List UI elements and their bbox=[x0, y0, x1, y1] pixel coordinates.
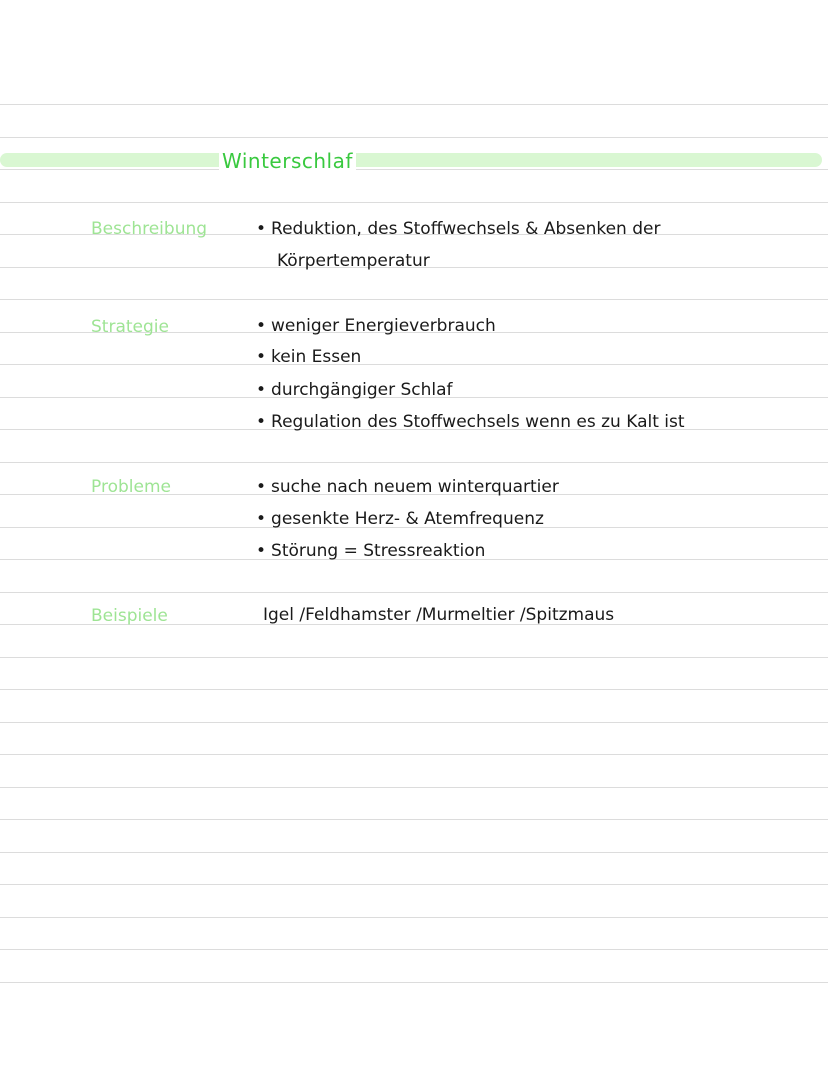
ruled-line bbox=[0, 137, 828, 138]
section-label-probleme: Probleme bbox=[91, 477, 171, 497]
bullet-icon: • bbox=[256, 477, 267, 497]
beschreibung-item bbox=[256, 218, 660, 240]
ruled-line bbox=[0, 949, 828, 950]
title-highlight-bar bbox=[0, 153, 822, 167]
probleme-item-text: Störung = Stressreaktion bbox=[271, 541, 486, 561]
ruled-line bbox=[0, 592, 828, 593]
ruled-line bbox=[0, 299, 828, 300]
section-label-beispiele: Beispiele bbox=[91, 606, 168, 626]
beschreibung-item-continuation: Körpertemperatur bbox=[277, 251, 430, 271]
probleme-item bbox=[256, 540, 485, 562]
strategie-item bbox=[256, 411, 685, 433]
bullet-icon: • bbox=[256, 509, 267, 529]
ruled-line bbox=[0, 104, 828, 105]
beispiele-text: Igel /Feldhamster /Murmeltier /Spitzmaus bbox=[263, 605, 615, 625]
ruled-line bbox=[0, 689, 828, 690]
ruled-line bbox=[0, 202, 828, 203]
ruled-line bbox=[0, 462, 828, 463]
ruled-line bbox=[0, 657, 828, 658]
ruled-line bbox=[0, 819, 828, 820]
probleme-item bbox=[256, 508, 544, 530]
ruled-line bbox=[0, 364, 828, 365]
bullet-icon: • bbox=[256, 412, 267, 432]
ruled-line bbox=[0, 754, 828, 755]
strategie-item bbox=[256, 346, 361, 368]
strategie-item-text: Regulation des Stoffwechsels wenn es zu Kalt ist bbox=[271, 412, 685, 432]
strategie-item-text: weniger Energieverbrauch bbox=[271, 316, 496, 336]
bullet-icon: • bbox=[256, 347, 267, 367]
page-title: Winterschlaf bbox=[219, 148, 356, 174]
section-label-strategie: Strategie bbox=[91, 317, 169, 337]
strategie-item bbox=[256, 379, 453, 401]
strategie-item-text: durchgängiger Schlaf bbox=[271, 380, 453, 400]
probleme-item bbox=[256, 476, 559, 498]
ruled-line bbox=[0, 982, 828, 983]
bullet-icon: • bbox=[256, 380, 267, 400]
bullet-icon: • bbox=[256, 316, 267, 336]
bullet-icon: • bbox=[256, 219, 267, 239]
ruled-line bbox=[0, 917, 828, 918]
beschreibung-item-text: Reduktion, des Stoffwechsels & Absenken der bbox=[271, 219, 661, 239]
ruled-line bbox=[0, 169, 828, 170]
ruled-line bbox=[0, 722, 828, 723]
section-label-beschreibung: Beschreibung bbox=[91, 219, 208, 239]
strategie-item bbox=[256, 315, 496, 337]
probleme-item-text: suche nach neuem winterquartier bbox=[271, 477, 559, 497]
ruled-line bbox=[0, 787, 828, 788]
ruled-line bbox=[0, 852, 828, 853]
probleme-item-text: gesenkte Herz- & Atemfrequenz bbox=[271, 509, 544, 529]
bullet-icon: • bbox=[256, 541, 267, 561]
strategie-item-text: kein Essen bbox=[271, 347, 362, 367]
ruled-line bbox=[0, 884, 828, 885]
